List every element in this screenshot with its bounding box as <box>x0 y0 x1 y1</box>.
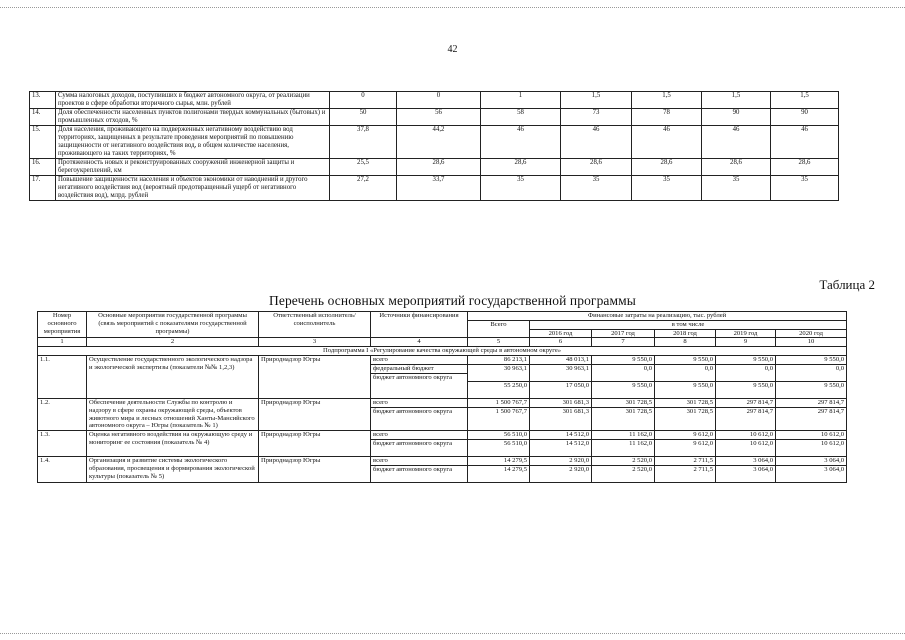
indicator-value: 37,8 <box>330 126 397 159</box>
funding-value: 2 520,0 <box>592 457 654 466</box>
indicator-value: 46 <box>561 126 632 159</box>
header-sources: Источники финансирования <box>371 312 468 338</box>
indicator-number: 15. <box>30 126 56 159</box>
table-title: Перечень основных мероприятий государственной программы <box>269 293 636 308</box>
header-including: в том числе <box>530 320 847 329</box>
funding-value: 1 500 767,7 <box>495 407 527 415</box>
measure-responsible: Природнадзор Югры <box>259 431 371 457</box>
funding-value: 3 064,0 <box>776 457 846 466</box>
indicators-table <box>29 91 839 201</box>
indicator-value: 28,6 <box>632 159 702 176</box>
funding-source: всего <box>371 431 467 440</box>
funding-source: бюджет автономного округа <box>373 373 453 381</box>
funding-source: бюджет автономного округа <box>373 466 453 474</box>
column-number: 3 <box>259 338 371 347</box>
funding-value: 9 550,0 <box>693 381 713 389</box>
column-number: 10 <box>776 338 847 347</box>
indicator-value: 1,5 <box>771 92 839 109</box>
funding-value: 56 510,0 <box>468 431 529 440</box>
header-year: 2017 год <box>592 329 655 338</box>
measure-row <box>38 398 847 430</box>
column-number: 4 <box>371 338 468 347</box>
column-number: 8 <box>655 338 716 347</box>
funding-value: 301 728,5 <box>625 407 652 415</box>
measures-table <box>37 311 847 483</box>
funding-source: федеральный бюджет <box>371 365 467 374</box>
measure-name: Организация и развитие системы экологического образования, просвещения и формирования экологической культуры (показатель № 5) <box>87 457 259 483</box>
funding-value: 9 550,0 <box>824 381 845 389</box>
indicator-name: Протяженность новых и реконструированных сооружений инженерной защиты и берегоукреплений, км <box>56 159 330 176</box>
indicator-number: 13. <box>30 92 56 109</box>
indicator-value: 50 <box>330 109 397 126</box>
indicator-value: 73 <box>561 109 632 126</box>
funding-value: 48 013,1 <box>530 356 591 365</box>
funding-value: 297 814,7 <box>776 399 846 408</box>
funding-value: 9 550,0 <box>655 356 715 365</box>
funding-source: бюджет автономного округа <box>373 440 453 448</box>
header-year: 2020 год <box>776 329 847 338</box>
indicator-value: 35 <box>702 176 771 201</box>
funding-value-cell <box>530 431 592 457</box>
measure-row <box>38 457 847 483</box>
header-financial: Финансовые затраты на реализацию, тыс. рублей <box>468 312 847 321</box>
indicator-name: Сумма налоговых доходов, поступивших в бюджет автономного округа, от реализации проектов в сфере обработки вторичного сырья, млн. рублей <box>56 92 330 109</box>
indicator-name: Доля обеспеченности населенных пунктов полигонами твердых коммунальных (бытовых) и промышленных отходов, % <box>56 109 330 126</box>
measure-number: 1.2. <box>38 398 87 430</box>
funding-value: 10 612,0 <box>776 431 846 440</box>
funding-value-cell <box>592 457 655 483</box>
funding-value: 9 612,0 <box>693 440 713 448</box>
indicator-row <box>30 92 839 109</box>
funding-value: 14 279,5 <box>503 466 527 474</box>
indicator-value: 35 <box>771 176 839 201</box>
indicator-value: 1,5 <box>561 92 632 109</box>
measure-number: 1.1. <box>38 355 87 398</box>
indicator-value: 44,2 <box>397 126 481 159</box>
indicator-value: 1 <box>481 92 561 109</box>
funding-value: 10 612,0 <box>821 440 845 448</box>
funding-value: 2 920,0 <box>530 457 591 466</box>
indicator-name: Доля населения, проживающего на подверженных негативному воздействию вод территориях, защищенных в результате проведения мероприятий по повышению защищенности от негативного воздействия вод, в общем количестве населения, проживающего на таких территориях, % <box>56 126 330 159</box>
funding-value: 0,0 <box>716 365 775 382</box>
indicator-value: 46 <box>771 126 839 159</box>
funding-value: 9 550,0 <box>592 356 654 365</box>
column-number: 6 <box>530 338 592 347</box>
indicator-value: 90 <box>771 109 839 126</box>
measure-name: Обеспечение деятельности Службы по контролю и надзору в сфере охраны окружающей среды, объектов животного мира и лесных отношений Ханты-Мансийского автономного округа – Югры (показатель № 1) <box>87 398 259 430</box>
column-number-row <box>38 338 847 347</box>
funding-value: 10 612,0 <box>716 431 775 440</box>
header-activity: Основные мероприятия государственной программы (связь мероприятий с показателями государственной программы) <box>87 312 259 338</box>
funding-value: 17 050,0 <box>565 381 589 389</box>
funding-value-cell <box>716 355 776 398</box>
column-number: 2 <box>87 338 259 347</box>
indicator-number: 14. <box>30 109 56 126</box>
funding-value: 1 500 767,7 <box>468 399 529 408</box>
funding-value: 297 814,7 <box>817 407 845 415</box>
table-label: Таблица 2 <box>819 277 875 292</box>
funding-value-cell <box>776 398 847 430</box>
indicator-value: 46 <box>481 126 561 159</box>
funding-value-cell <box>716 431 776 457</box>
funding-value-cell <box>530 355 592 398</box>
funding-value: 3 064,0 <box>753 466 773 474</box>
indicator-value: 28,6 <box>397 159 481 176</box>
funding-value: 30 963,1 <box>468 365 529 382</box>
indicator-value: 46 <box>702 126 771 159</box>
header-year: 2019 год <box>716 329 776 338</box>
funding-value: 9 550,0 <box>632 381 652 389</box>
header-total: Всего <box>468 320 530 338</box>
funding-value-cell <box>776 457 847 483</box>
indicator-number: 16. <box>30 159 56 176</box>
indicator-value: 35 <box>632 176 702 201</box>
funding-value: 2 711,5 <box>655 457 715 466</box>
funding-value: 30 963,1 <box>530 365 591 382</box>
scan-edge-bottom <box>0 633 905 634</box>
funding-source-cell <box>371 457 468 483</box>
column-number: 5 <box>468 338 530 347</box>
funding-value-cell <box>776 431 847 457</box>
measure-name: Оценка негативного воздействия на окружающую среду и мониторинг ее состояния (показатель № 4) <box>87 431 259 457</box>
measure-row <box>38 355 847 398</box>
funding-value: 11 162,0 <box>629 440 652 448</box>
funding-value: 55 250,0 <box>503 381 527 389</box>
scan-edge-top <box>0 7 905 8</box>
funding-value: 14 512,0 <box>565 440 589 448</box>
funding-value: 56 510,0 <box>503 440 527 448</box>
indicator-number: 17. <box>30 176 56 201</box>
indicator-value: 28,6 <box>481 159 561 176</box>
funding-value: 301 681,3 <box>530 399 591 408</box>
indicator-value: 46 <box>632 126 702 159</box>
funding-value: 301 728,5 <box>686 407 713 415</box>
indicator-value: 25,5 <box>330 159 397 176</box>
indicator-value: 1,5 <box>632 92 702 109</box>
measure-number: 1.4. <box>38 457 87 483</box>
funding-value: 2 920,0 <box>569 466 589 474</box>
measure-responsible: Природнадзор Югры <box>259 457 371 483</box>
funding-source-cell <box>371 431 468 457</box>
header-year: 2016 год <box>530 329 592 338</box>
indicator-value: 27,2 <box>330 176 397 201</box>
funding-value: 0,0 <box>592 365 654 382</box>
funding-value-cell <box>530 398 592 430</box>
funding-value: 10 612,0 <box>749 440 773 448</box>
funding-value-cell <box>468 431 530 457</box>
header-year: 2018 год <box>655 329 716 338</box>
indicator-row <box>30 126 839 159</box>
indicator-value: 78 <box>632 109 702 126</box>
funding-value-cell <box>655 398 716 430</box>
funding-value-cell <box>655 457 716 483</box>
indicator-value: 35 <box>561 176 632 201</box>
indicator-value: 28,6 <box>702 159 771 176</box>
funding-value: 11 162,0 <box>592 431 654 440</box>
column-number: 9 <box>716 338 776 347</box>
header-num: Номер основного мероприятия <box>38 312 87 338</box>
indicator-row <box>30 159 839 176</box>
funding-value: 14 512,0 <box>530 431 591 440</box>
funding-value-cell <box>468 398 530 430</box>
indicator-row <box>30 109 839 126</box>
indicator-name: Повышение защищенности населения и объектов экономики от наводнений и другого негативного воздействия вод (вероятный предотвращенный ущерб от негативного воздействия вод), млрд. рублей <box>56 176 330 201</box>
measure-responsible: Природнадзор Югры <box>259 398 371 430</box>
funding-value: 301 728,5 <box>655 399 715 408</box>
measure-responsible: Природнадзор Югры <box>259 355 371 398</box>
funding-value: 2 711,5 <box>693 466 713 474</box>
funding-value: 9 550,0 <box>716 356 775 365</box>
funding-value-cell <box>592 398 655 430</box>
funding-value-cell <box>655 431 716 457</box>
funding-value: 86 213,1 <box>468 356 529 365</box>
indicator-value: 0 <box>397 92 481 109</box>
funding-value-cell <box>716 398 776 430</box>
funding-value: 14 279,5 <box>468 457 529 466</box>
funding-value-cell <box>468 355 530 398</box>
indicator-value: 1,5 <box>702 92 771 109</box>
measure-name: Осуществление государственного экологического надзора и экологической экспертизы (показатели №№ 1,2,3) <box>87 355 259 398</box>
funding-value: 3 064,0 <box>824 466 845 474</box>
funding-value-cell <box>655 355 716 398</box>
funding-value-cell <box>468 457 530 483</box>
funding-source: всего <box>371 399 467 408</box>
funding-value-cell <box>716 457 776 483</box>
indicator-value: 58 <box>481 109 561 126</box>
measure-row <box>38 431 847 457</box>
indicator-value: 28,6 <box>561 159 632 176</box>
funding-value: 9 550,0 <box>753 381 773 389</box>
column-number: 7 <box>592 338 655 347</box>
header-responsible: Ответственный исполнитель/ соисполнитель <box>259 312 371 338</box>
funding-source: всего <box>371 457 467 466</box>
funding-source-cell <box>371 398 468 430</box>
page-number: 42 <box>447 44 458 55</box>
funding-value: 0,0 <box>776 365 846 382</box>
indicator-value: 28,6 <box>771 159 839 176</box>
funding-value: 2 520,0 <box>632 466 652 474</box>
subprogram-title: Подпрограмма I «Регулирование качества окружающей среды в автономном округе» <box>38 347 847 356</box>
indicator-value: 0 <box>330 92 397 109</box>
funding-source: всего <box>371 356 467 365</box>
funding-value-cell <box>776 355 847 398</box>
indicator-row <box>30 176 839 201</box>
funding-value: 9 612,0 <box>655 431 715 440</box>
funding-value: 3 064,0 <box>716 457 775 466</box>
funding-value-cell <box>592 355 655 398</box>
funding-value: 301 681,3 <box>562 407 589 415</box>
indicator-value: 90 <box>702 109 771 126</box>
funding-source: бюджет автономного округа <box>373 407 453 415</box>
funding-value-cell <box>592 431 655 457</box>
measure-number: 1.3. <box>38 431 87 457</box>
funding-value: 301 728,5 <box>592 399 654 408</box>
indicator-value: 33,7 <box>397 176 481 201</box>
funding-value: 297 814,7 <box>746 407 773 415</box>
funding-value: 0,0 <box>655 365 715 382</box>
indicator-value: 56 <box>397 109 481 126</box>
funding-source-cell <box>371 355 468 398</box>
funding-value: 9 550,0 <box>776 356 846 365</box>
column-number: 1 <box>38 338 87 347</box>
funding-value-cell <box>530 457 592 483</box>
indicator-value: 35 <box>481 176 561 201</box>
funding-value: 297 814,7 <box>716 399 775 408</box>
